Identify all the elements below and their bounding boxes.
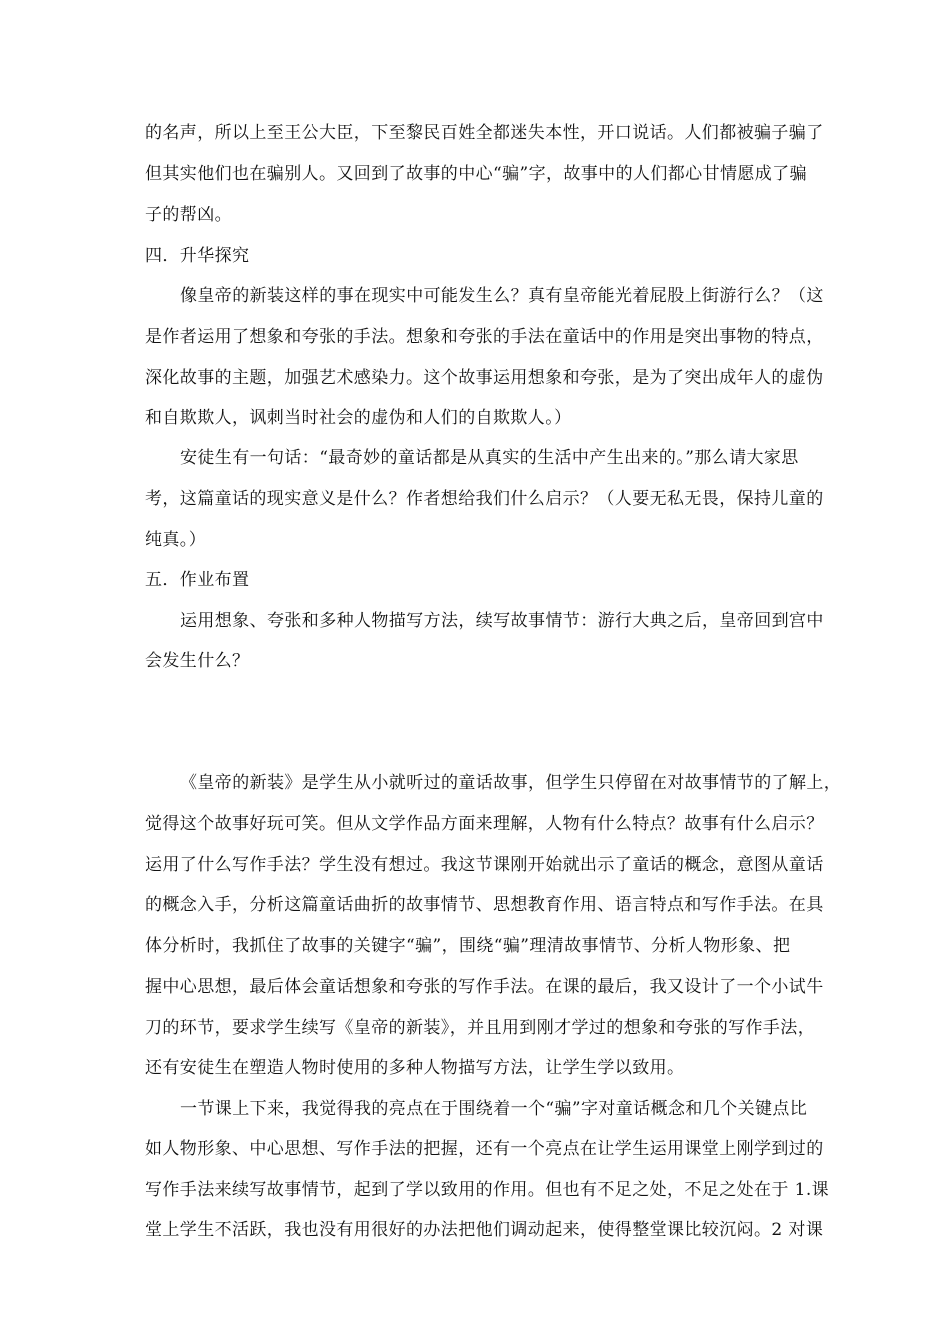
paragraph-line: 写作手法来续写故事情节，起到了学以致用的作用。但也有不足之处，不足之处在于 1.课: [145, 1180, 830, 1200]
paragraph-line: 《皇帝的新装》是学生从小就听过的童话故事，但学生只停留在对故事情节的了解上，: [180, 773, 842, 793]
section-heading: 四．升华探究: [145, 246, 250, 266]
paragraph-line: 如人物形象、中心思想、写作手法的把握，还有一个亮点在让学生运用课堂上刚学到过的: [145, 1139, 824, 1159]
paragraph-line: 还有安徒生在塑造人物时使用的多种人物描写方法，让学生学以致用。: [145, 1058, 685, 1078]
paragraph-line: 的名声，所以上至王公大臣，下至黎民百姓全都迷失本性，开口说话。人们都被骗子骗了: [145, 123, 824, 143]
paragraph-line: 的概念入手，分析这篇童话曲折的故事情节、思想教育作用、语言特点和写作手法。在具: [145, 895, 824, 915]
paragraph-line: 但其实他们也在骗别人。又回到了故事的中心“骗”字，故事中的人们都心甘情愿成了骗: [145, 164, 807, 184]
paragraph-line: 觉得这个故事好玩可笑。但从文学作品方面来理解，人物有什么特点？故事有什么启示？: [145, 814, 824, 834]
paragraph-line: 纯真。）: [145, 530, 207, 550]
paragraph-line: 和自欺欺人，讽刺当时社会的虚伪和人们的自欺欺人。）: [145, 408, 572, 428]
paragraph-line: 是作者运用了想象和夸张的手法。想象和夸张的手法在童话中的作用是突出事物的特点，: [145, 327, 824, 347]
paragraph-line: 会发生什么？: [145, 651, 250, 671]
paragraph-line: 堂上学生不活跃，我也没有用很好的办法把他们调动起来，使得整堂课比较沉闷。2 对课: [145, 1220, 824, 1240]
section-heading: 五．作业布置: [145, 570, 250, 590]
paragraph-line: 安徒生有一句话：“最奇妙的童话都是从真实的生活中产生出来的。”那么请大家思: [180, 448, 799, 468]
paragraph-line: 运用想象、夸张和多种人物描写方法，续写故事情节：游行大典之后，皇帝回到宫中: [180, 611, 824, 631]
paragraph-line: 深化故事的主题，加强艺术感染力。这个故事运用想象和夸张，是为了突出成年人的虚伪: [145, 368, 824, 388]
paragraph-line: 刀的环节，要求学生续写《皇帝的新装》，并且用到刚才学过的想象和夸张的写作手法，: [145, 1018, 816, 1038]
paragraph-line: 运用了什么写作手法？学生没有想过。我这节课刚开始就出示了童话的概念，意图从童话: [145, 855, 824, 875]
paragraph-line: 像皇帝的新装这样的事在现实中可能发生么？真有皇帝能光着屁股上街游行么？（这: [180, 286, 824, 306]
paragraph-line: 一节课上下来，我觉得我的亮点在于围绕着一个“骗”字对童话概念和几个关键点比: [180, 1099, 808, 1119]
paragraph-line: 子的帮凶。: [145, 205, 232, 225]
paragraph-line: 体分析时，我抓住了故事的关键字“骗”，围绕“骗”理清故事情节、分析人物形象、把: [145, 936, 791, 956]
paragraph-line: 握中心思想，最后体会童话想象和夸张的写作手法。在课的最后，我又设计了一个小试牛: [145, 977, 824, 997]
paragraph-line: 考，这篇童话的现实意义是什么？作者想给我们什么启示？（人要无私无畏，保持儿童的: [145, 489, 824, 509]
